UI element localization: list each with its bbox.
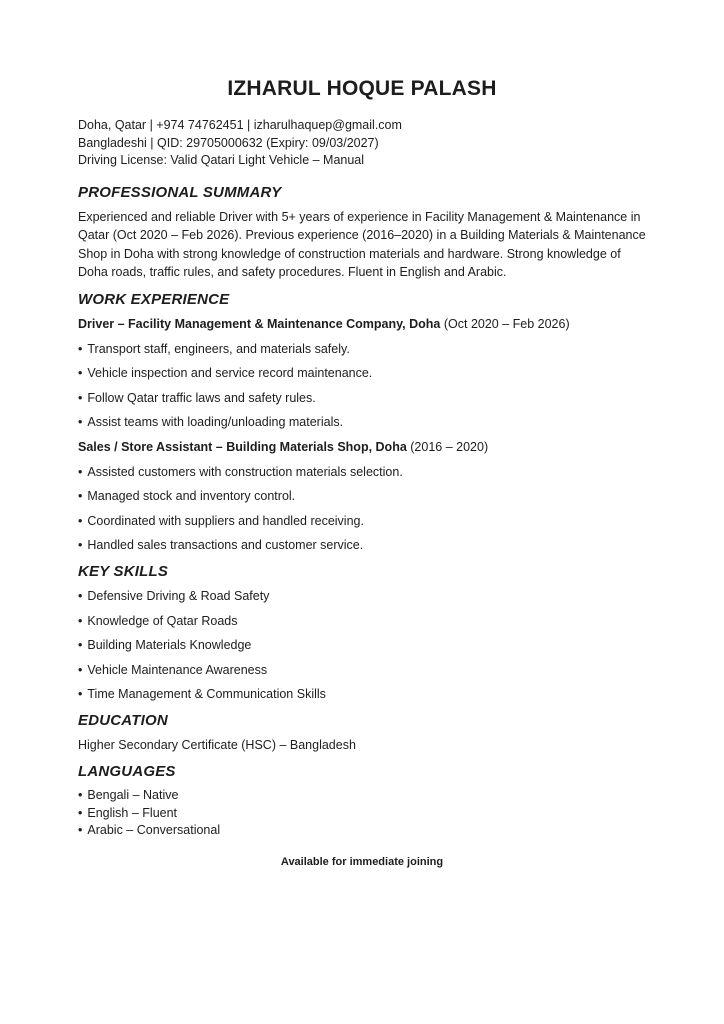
language-item: • Bengali – Native	[78, 787, 646, 805]
section-education	[78, 711, 646, 754]
job-dates: (2016 – 2020)	[410, 439, 489, 454]
bullet-item: • Vehicle inspection and service record maintenance.	[78, 364, 646, 382]
skill-item: • Building Materials Knowledge	[78, 636, 646, 654]
bullet-item: • Managed stock and inventory control.	[78, 487, 646, 505]
job-sales-store-assistant	[78, 438, 646, 555]
education-text: Higher Secondary Certificate (HSC) – Bangladesh	[78, 738, 356, 752]
bullet-item: • Handled sales transactions and customer service.	[78, 536, 646, 554]
bullet-item: • Transport staff, engineers, and materials safely.	[78, 340, 646, 358]
skill-item: • Vehicle Maintenance Awareness	[78, 661, 646, 679]
job-title: Driver – Facility Management & Maintenance Company, Doha	[78, 316, 441, 331]
language-item: • Arabic – Conversational	[78, 822, 646, 840]
skill-item: • Defensive Driving & Road Safety	[78, 587, 646, 605]
section-key-skills	[78, 562, 646, 703]
availability-note: Available for immediate joining	[280, 855, 444, 868]
skill-item: • Knowledge of Qatar Roads	[78, 612, 646, 630]
job-title-line	[78, 315, 646, 333]
language-item: • English – Fluent	[78, 805, 646, 823]
professional-summary-heading: PROFESSIONAL SUMMARY	[78, 183, 282, 201]
work-experience-heading: WORK EXPERIENCE	[78, 290, 230, 308]
contact-line-location-phone-email: Doha, Qatar | +974 74762451 | izharulhaquep@gmail.com	[78, 118, 402, 132]
contact-line-driving-license: Driving License: Valid Qatari Light Vehicle – Manual	[78, 153, 365, 167]
bullet-item: • Assisted customers with construction materials selection.	[78, 463, 646, 481]
contact-line-nationality-qid: Bangladeshi | QID: 29705000632 (Expiry: 09/03/2027)	[78, 135, 379, 150]
bullet-item: • Coordinated with suppliers and handled receiving.	[78, 512, 646, 530]
professional-summary-text: Experienced and reliable Driver with 5+ years of experience in Facility Management & Maintenance in Qatar (Oct 2020 – Feb 2026). Previous experience (2016–2020) in a Building Materials & Maintenance Shop in Doha with strong knowledge of construction materials and hardware. Strong knowledge of Doha roads, traffic rules, and safety procedures. Fluent in English and Arabic.	[78, 209, 646, 279]
education-heading: EDUCATION	[78, 712, 168, 729]
candidate-name: IZHARUL HOQUE PALASH	[227, 77, 497, 100]
job-title: Sales / Store Assistant – Building Materials Shop, Doha	[78, 439, 407, 454]
section-professional-summary	[78, 183, 646, 282]
job-driver	[78, 315, 646, 432]
languages-heading: LANGUAGES	[78, 763, 176, 780]
job-dates: (Oct 2020 – Feb 2026)	[443, 316, 570, 331]
key-skills-heading: KEY SKILLS	[78, 563, 169, 580]
job-title-line	[78, 438, 646, 456]
section-languages	[78, 762, 646, 840]
skill-item: • Time Management & Communication Skills	[78, 685, 646, 703]
section-work-experience	[78, 290, 646, 555]
contact-block	[78, 117, 646, 170]
bullet-item: • Assist teams with loading/unloading materials.	[78, 413, 646, 431]
bullet-item: • Follow Qatar traffic laws and safety rules.	[78, 389, 646, 407]
